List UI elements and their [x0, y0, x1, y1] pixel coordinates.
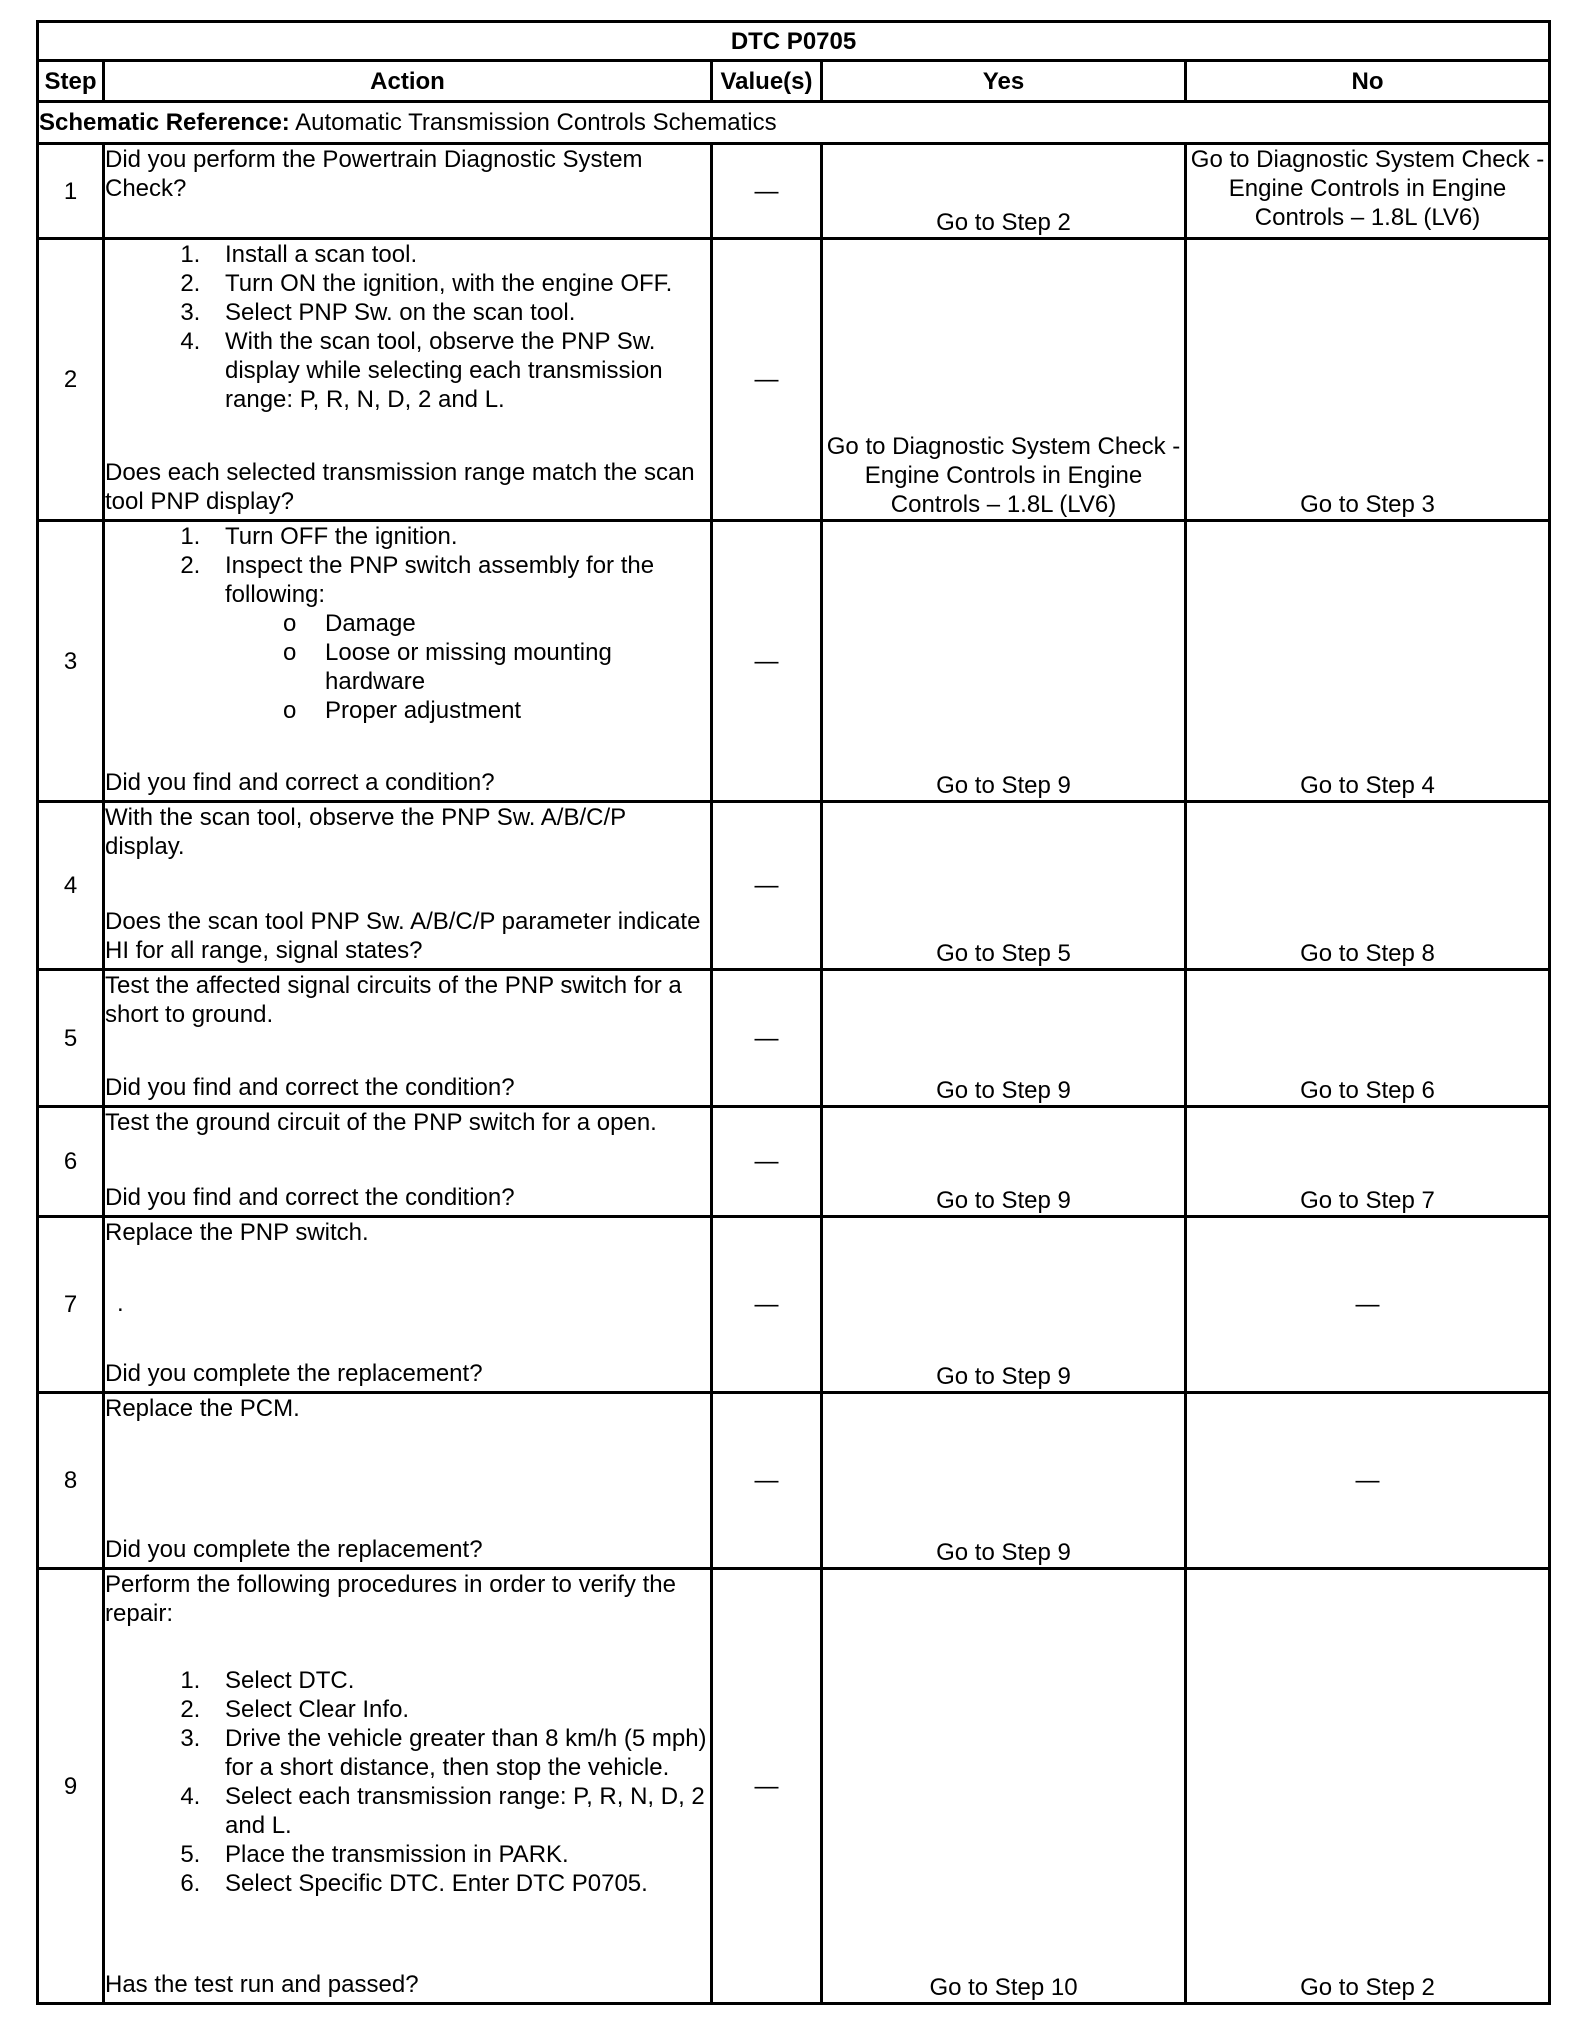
table-row	[38, 144, 1550, 239]
value-cell: —	[712, 1569, 822, 2004]
value-cell: —	[712, 1393, 822, 1569]
yes-cell: Go to Step 9	[822, 970, 1186, 1107]
list-item: 4. Select each transmission range: P, R, N, D, 2 and L.	[207, 1782, 710, 1840]
schematic-reference	[38, 102, 1550, 144]
action-question: Did you complete the replacement?	[105, 1536, 483, 1563]
table-row	[38, 802, 1550, 970]
step-number: 9	[38, 1569, 104, 2004]
action-steps	[105, 1666, 710, 1898]
step-number: 2	[38, 239, 104, 521]
list-item: 5. Place the transmission in PARK.	[207, 1840, 710, 1869]
step-number: 1	[38, 144, 104, 239]
header-no: No	[1186, 61, 1550, 102]
yes-cell: Go to Step 9	[822, 1107, 1186, 1217]
table-row	[38, 970, 1550, 1107]
action-question: Does the scan tool PNP Sw. A/B/C/P parameter indicate HI for all range, signal states?	[105, 908, 701, 964]
action-intro: Did you perform the Powertrain Diagnostic System Check?	[105, 146, 643, 202]
value-cell: —	[712, 144, 822, 239]
no-cell: Go to Step 2	[1186, 1569, 1550, 2004]
action-intro: Replace the PCM.	[105, 1395, 300, 1422]
sub-list	[225, 609, 710, 725]
header-yes: Yes	[822, 61, 1186, 102]
step-number: 8	[38, 1393, 104, 1569]
no-cell: Go to Step 3	[1186, 239, 1550, 521]
header-action: Action	[104, 61, 712, 102]
yes-cell: Go to Step 9	[822, 1393, 1186, 1569]
yes-cell: Go to Step 5	[822, 802, 1186, 970]
schematic-text: Automatic Transmission Controls Schematics	[295, 109, 777, 136]
step-number: 7	[38, 1217, 104, 1393]
list-item: 1. Turn OFF the ignition.	[207, 522, 710, 551]
action-steps	[105, 240, 710, 414]
list-item-text: Inspect the PNP switch assembly for the following:	[225, 552, 655, 608]
list-item	[207, 551, 710, 725]
action-cell	[104, 521, 712, 802]
no-cell: Go to Diagnostic System Check - Engine Controls in Engine Controls – 1.8L (LV6)	[1186, 144, 1550, 239]
list-item: 3. Select PNP Sw. on the scan tool.	[207, 298, 710, 327]
yes-cell: Go to Step 10	[822, 1569, 1186, 2004]
action-question: Did you find and correct the condition?	[105, 1074, 515, 1101]
list-item: 2. Select Clear Info.	[207, 1695, 710, 1724]
no-cell: Go to Step 8	[1186, 802, 1550, 970]
no-cell: —	[1186, 1217, 1550, 1393]
table-row	[38, 1107, 1550, 1217]
yes-cell: Go to Step 9	[822, 1217, 1186, 1393]
action-intro: Perform the following procedures in order to verify the repair:	[105, 1571, 676, 1627]
value-cell: —	[712, 970, 822, 1107]
action-cell	[104, 239, 712, 521]
step-number: 5	[38, 970, 104, 1107]
table-row	[38, 239, 1550, 521]
step-number: 3	[38, 521, 104, 802]
value-cell: —	[712, 1107, 822, 1217]
no-cell: Go to Step 4	[1186, 521, 1550, 802]
action-cell	[104, 1107, 712, 1217]
action-cell	[104, 1569, 712, 2004]
sub-list-item: o Loose or missing mounting hardware	[305, 638, 710, 696]
list-item: 3. Drive the vehicle greater than 8 km/h (5 mph) for a short distance, then stop the vehicle.	[207, 1724, 710, 1782]
action-intro: Test the ground circuit of the PNP switch for a open.	[105, 1109, 657, 1136]
stray-dot: .	[117, 1289, 124, 1317]
list-item: 2. Turn ON the ignition, with the engine OFF.	[207, 269, 710, 298]
action-cell	[104, 1393, 712, 1569]
value-cell: —	[712, 239, 822, 521]
value-cell: —	[712, 521, 822, 802]
action-cell	[104, 802, 712, 970]
action-question: Did you find and correct the condition?	[105, 1184, 515, 1211]
list-item: 1. Install a scan tool.	[207, 240, 710, 269]
header-values: Value(s)	[712, 61, 822, 102]
action-intro: With the scan tool, observe the PNP Sw. A/B/C/P display.	[105, 804, 626, 860]
action-question: Did you find and correct a condition?	[105, 769, 495, 796]
diagnostic-table	[36, 20, 1551, 2005]
header-step: Step	[38, 61, 104, 102]
table-row	[38, 1217, 1550, 1393]
yes-cell: Go to Diagnostic System Check - Engine Controls in Engine Controls – 1.8L (LV6)	[822, 239, 1186, 521]
list-item: 6. Select Specific DTC. Enter DTC P0705.	[207, 1869, 710, 1898]
sub-list-item: o Proper adjustment	[305, 696, 710, 725]
action-question: Has the test run and passed?	[105, 1971, 419, 1998]
table-row	[38, 521, 1550, 802]
action-intro: Replace the PNP switch.	[105, 1219, 369, 1246]
action-steps	[105, 522, 710, 725]
action-cell	[104, 1217, 712, 1393]
action-question: Did you complete the replacement?	[105, 1360, 483, 1387]
no-cell: Go to Step 6	[1186, 970, 1550, 1107]
yes-cell: Go to Step 2	[822, 144, 1186, 239]
schematic-label: Schematic Reference:	[39, 109, 290, 136]
table-row	[38, 1569, 1550, 2004]
table-row	[38, 1393, 1550, 1569]
step-number: 6	[38, 1107, 104, 1217]
list-item: 1. Select DTC.	[207, 1666, 710, 1695]
action-question: Does each selected transmission range match the scan tool PNP display?	[105, 459, 695, 515]
yes-cell: Go to Step 9	[822, 521, 1186, 802]
no-cell: Go to Step 7	[1186, 1107, 1550, 1217]
table-title: DTC P0705	[38, 22, 1550, 61]
list-item: 4. With the scan tool, observe the PNP Sw. display while selecting each transmission range: P, R, N, D, 2 and L.	[207, 327, 710, 414]
sub-list-item: o Damage	[305, 609, 710, 638]
action-cell	[104, 144, 712, 239]
action-cell	[104, 970, 712, 1107]
action-intro: Test the affected signal circuits of the PNP switch for a short to ground.	[105, 972, 682, 1028]
step-number: 4	[38, 802, 104, 970]
value-cell: —	[712, 802, 822, 970]
value-cell: —	[712, 1217, 822, 1393]
no-cell: —	[1186, 1393, 1550, 1569]
